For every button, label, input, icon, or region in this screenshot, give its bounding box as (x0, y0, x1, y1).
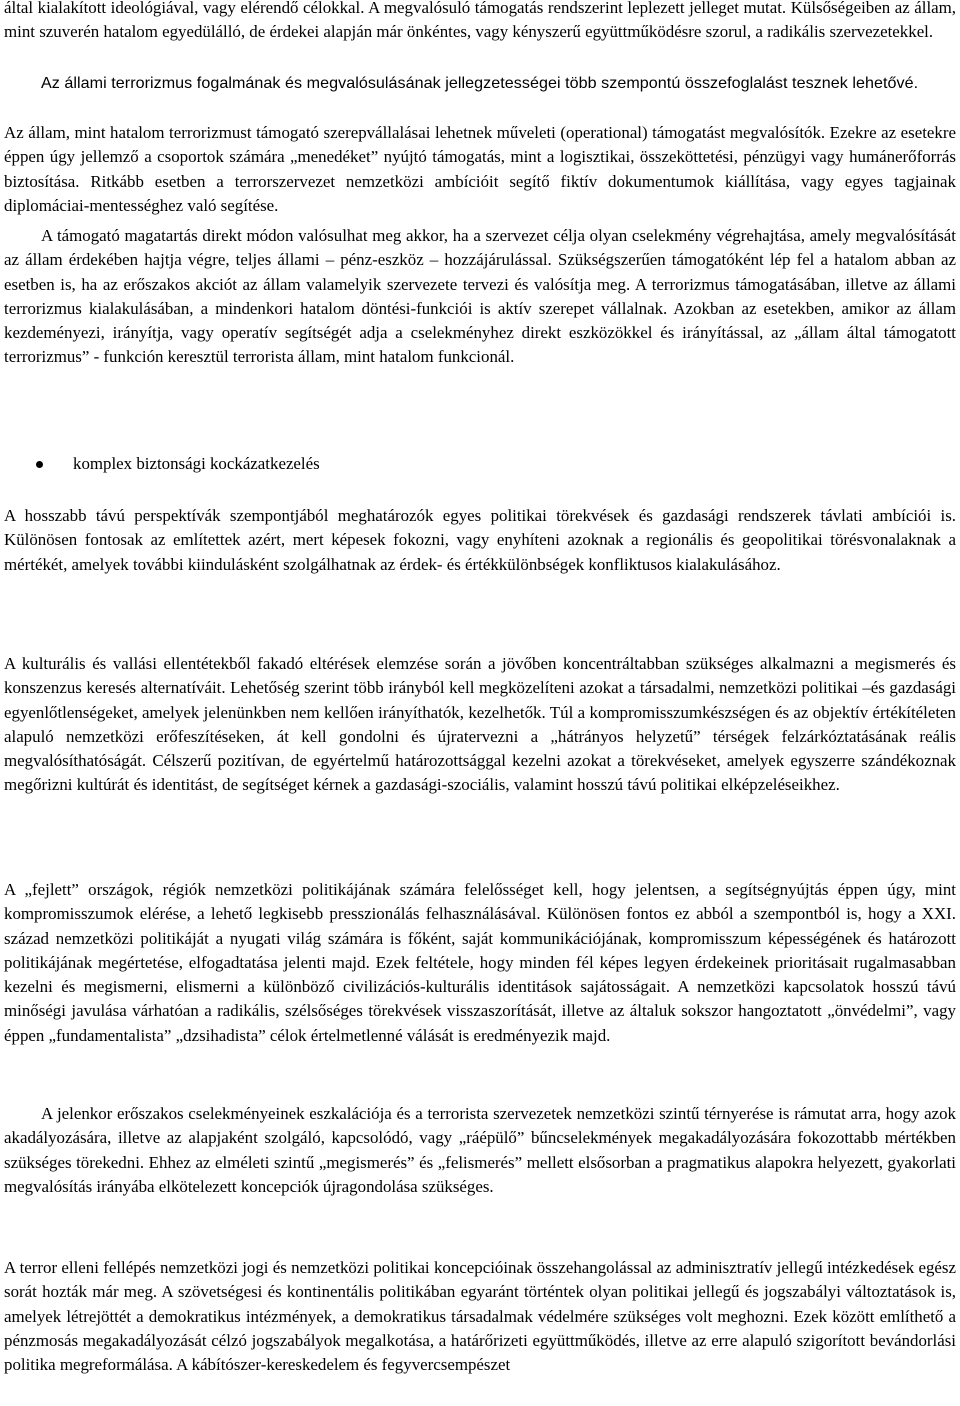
paragraph-operational-support: Az állam, mint hatalom terrorizmust támogató szerepvállalásai lehetnek műveleti (operational) támogatást megvalósítók. Ezekre az esetekre éppen úgy jellemző a csoportok számára „menedéket” nyújtó támogatás, mint a logisztikai, összeköttetési, pénzügyi vagy humánerőforrás biztosítása. Ritkább esetben a terrorszervezet nemzetközi ambícióit segítő fiktív dokumentumok kiállítása, vagy egyes tagjainak diplomáciai-mentességhez való segítése. (4, 123, 956, 215)
bullet-dot-icon (36, 461, 43, 468)
bullet-item (36, 452, 320, 476)
paragraph-state-terrorism-summary: Az állami terrorizmus fogalmának és megvalósulásának jellegzetességei több szempontú összefoglalást tesznek lehetővé. (41, 74, 919, 92)
paragraph-escalation: A jelenkor erőszakos cselekményeinek eszkalációja és a terrorista szervezetek nemzetközi szintű térnyerése is rámutat arra, hogy azok akadályozására, illetve az alapjaként szolgáló, kapcsolódó, vagy „ráépülő” bűncselekmények megakadályozására fokozottabb mértékben szükséges törekedni. Ehhez az elméleti szintű „megismerés” és „felismerés” mellett elsősorban a pragmatikus alapokra helyezett, gyakorlati megvalósítás irányába elkötelezett koncepciók újragondolása szükséges. (4, 1104, 956, 1196)
paragraph-long-term-perspectives: A hosszabb távú perspektívák szempontjából meghatározók egyes politikai törekvések és gazdasági rendszerek távlati ambíciói is. Különösen fontosak az említettek azért, mert képesek fokozni, vagy enyhíteni azoknak a regionális és geopolitikai törésvonalaknak a mértékét, amelyek további kiindulásként szolgálhatnak az érdek- és értékkülönbségek konfliktusos kialakulásához. (4, 506, 956, 574)
bullet-item-text: komplex biztonsági kockázatkezelés (73, 454, 320, 473)
paragraph-cultural-religious-differences: A kulturális és vallási ellentétekből fakadó eltérések elemzése során a jövőben koncentráltabban szükséges alkalmazni a megismerés és konszenzus keresés alternatíváit. Lehetőség szerint több irányból kell megközelíteni azokat a társadalmi, nemzetközi politikai –és gazdasági egyenlőtlenségeket, amelyek jelenünkben nem kellően irányíthatók, kezelhetők. Túl a kompromisszumkészségen és az objektív értékítéleten alapuló nemzetközi erőfeszítéseken, át kell gondolni és újratervezni a „hátrányos helyzetű” térségek felzárkóztatásának reális megvalósíthatóságát. Célszerű pozitívan, de egyértelmű határozottsággal kezelni azokat a törekvéseket, amelyek egyszerre szándékoznak megőrizni kultúrát és identitást, de segítséget kérnek a gazdasági-szociális, valamint hosszú távú politikai elképzeléseikhez. (4, 654, 956, 795)
paragraph-direct-support: A támogató magatartás direkt módon valósulhat meg akkor, ha a szervezet célja olyan cselekmény végrehajtása, amely megvalósítását az állam érdekében hajtja végre, teljes állami – pénz-eszköz – hozzájárulással. Szükségszerűen támogatóként lép fel a hatalom abban az esetben is, ha az erőszakos akciót az állam valamelyik szervezete tervezi és valósítja meg. A terrorizmus támogatásában, illetve az állami terrorizmus kialakulásában, a mindenkori hatalom döntési-funkciói is aktív szerepet vállalnak. Azokban az esetekben, amikor az állam kezdeményezi, irányítja, vagy operatív segítségét adja a cselekményhez direkt eszközökkel és irányítással, az „állam által támogatott terrorizmus” - funkción keresztül terrorista állam, mint hatalom funkcionál. (4, 226, 956, 367)
paragraph-state-support-intro: által kialakított ideológiával, vagy elérendő célokkal. A megvalósuló támogatás rendszerint leplezett jelleget mutat. Külsőségeiben az állam, mint szuverén hatalom egyedülálló, de érdekei alapján már önkéntes, vagy kényszerű együttműködésre szorul, a radikális szervezetekkel. (4, 0, 956, 42)
paragraph-developed-countries: A „fejlett” országok, régiók nemzetközi politikájának számára felelősséget kell, hogy jelentsen, a segítségnyújtás éppen úgy, mint kompromisszumok elérése, a lehető legkisebb presszionálás felhasználásával. Különösen fontos ez abból a szempontból is, hogy a XXI. század nemzetközi politikáját a nyugati világ számára is főként, saját kommunikációjának, kompromisszum képességének és határozott politikájának megértetése, elfogadtatása jelenti majd. Ezek feltétele, hogy minden fél képes legyen érdekeinek prioritásait rugalmasabban kezelni és megismerni, elismerni a különböző civilizációs-kulturális identitások sajátosságait. A nemzetközi kapcsolatok hosszú távú minőségi javulása várhatóan a radikális, szélsőséges törekvések visszaszorítását, illetve az általuk sokszor hangoztatott „önvédelmi”, vagy éppen „fundamentalista” „dzsihadista” célok értelmetlenné válását is eredményezik majd. (4, 880, 956, 1045)
paragraph-international-measures: A terror elleni fellépés nemzetközi jogi és nemzetközi politikai koncepcióinak összehangolással az adminisztratív jellegű intézkedések egész sorát hozták már meg. A szövetségesi és kontinentális politikában egyaránt történtek olyan politikai jellegű és jogszabályi változtatások is, amelyek létrejöttét a demokratikus intézmények, a demokratikus társadalmak védelmére szükséges volt meghozni. Ezek között említhető a pénzmosás megakadályozását célzó jogszabályok megalkotása, a határőrizeti együttműködés, illetve az erre alapuló szigorított bevándorlási politika megreformálása. A kábítószer-kereskedelem és fegyvercsempészet (4, 1258, 956, 1375)
